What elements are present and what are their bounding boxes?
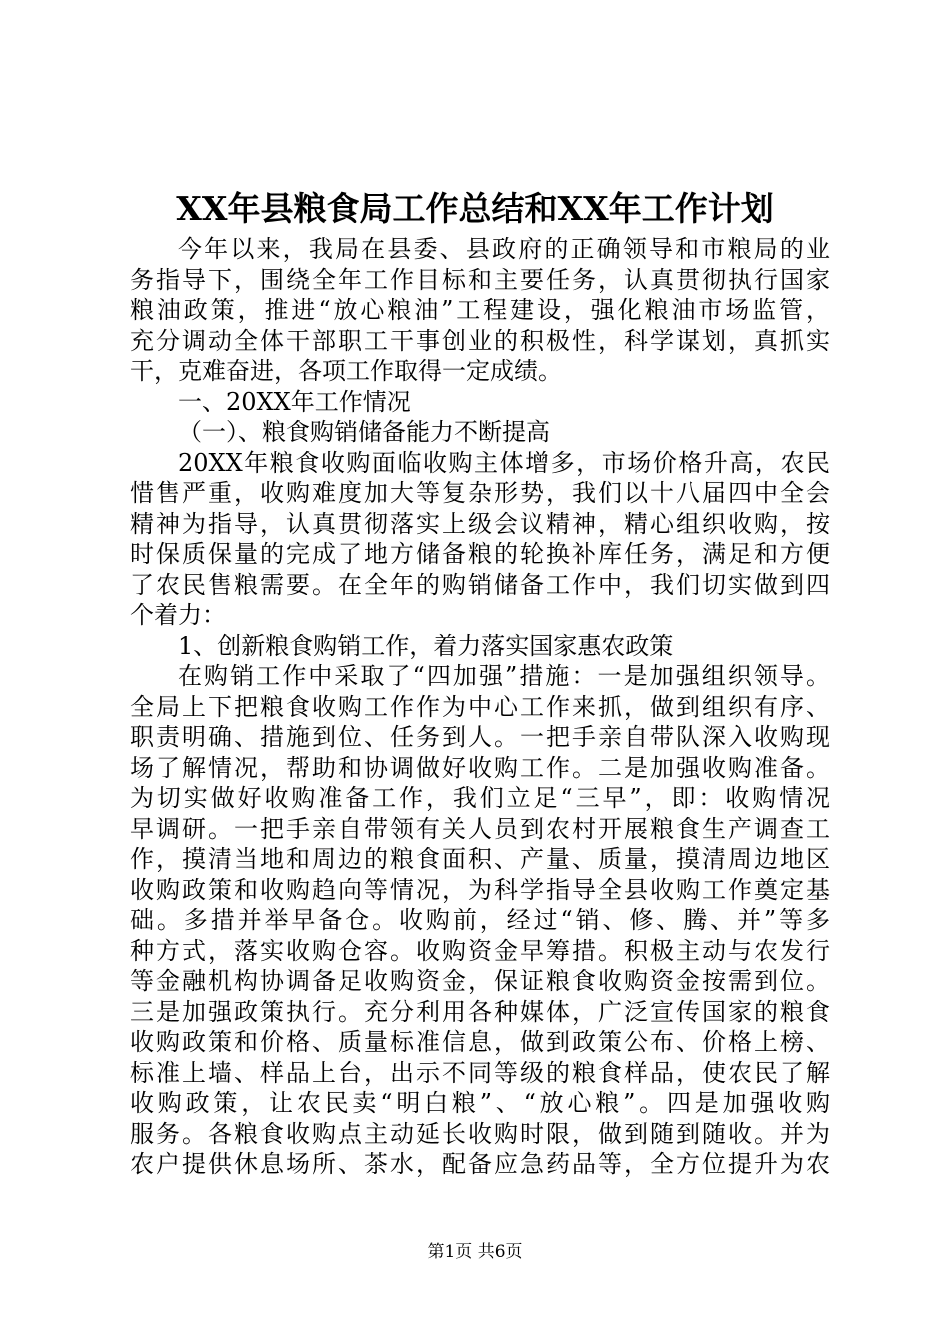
text-line: 时保质保量的完成了地方储备粮的轮换补库任务，满足和方便	[130, 540, 830, 568]
text-line: 惜售严重，收购难度加大等复杂形势，我们以十八届四中全会	[130, 479, 830, 507]
text-line: 个着力：	[130, 601, 226, 629]
text-line: 粮油政策，推进“放心粮油”工程建设，强化粮油市场监管，	[130, 296, 830, 324]
document-body	[130, 234, 830, 1180]
text-line: 种方式，落实收购仓容。收购资金早筹措。积极主动与农发行	[130, 936, 830, 965]
text-line: 三是加强政策执行。充分利用各种媒体，广泛宣传国家的粮食	[130, 997, 830, 1026]
text-line: 场了解情况，帮助和协调做好收购工作。二是加强收购准备。	[130, 753, 830, 782]
text-line: 作，摸清当地和周边的粮食面积、产量、质量，摸清周边地区	[130, 845, 830, 873]
text-line: 农户提供休息场所、茶水，配备应急药品等，全方位提升为农	[130, 1150, 830, 1178]
text-line: 1、创新粮食购销工作，着力落实国家惠农政策	[178, 631, 674, 660]
text-line: 精神为指导，认真贯彻落实上级会议精神，精心组织收购，按	[130, 509, 830, 538]
text-line: 标准上墙、样品上台，出示不同等级的粮食样品，使农民了解	[130, 1058, 830, 1087]
page-footer: 第1页 共6页	[427, 1242, 523, 1262]
text-line: 干，克难奋进，各项工作取得一定成绩。	[130, 357, 562, 385]
document-title: XX年县粮食局工作总结和XX年工作计划	[176, 189, 774, 228]
text-line: 收购政策和收购趋向等情况，为科学指导全县收购工作奠定基	[130, 875, 830, 904]
text-line: 为切实做好收购准备工作，我们立足“三早”，即：收购情况	[130, 784, 830, 812]
text-line: 了农民售粮需要。在全年的购销储备工作中，我们切实做到四	[130, 570, 830, 599]
text-line: 础。多措并举早备仓。收购前，经过“销、修、腾、并”等多	[130, 906, 830, 934]
text-line: 服务。各粮食收购点主动延长收购时限，做到随到随收。并为	[130, 1119, 830, 1148]
text-line: 今年以来，我局在县委、县政府的正确领导和市粮局的业	[178, 235, 830, 263]
text-line: 收购政策，让农民卖“明白粮”、“放心粮”。四是加强收购	[130, 1089, 830, 1117]
text-line: 20XX年粮食收购面临收购主体增多，市场价格升高，农民	[178, 448, 830, 477]
text-line: 收购政策和价格、质量标准信息，做到政策公布、价格上榜、	[130, 1028, 830, 1056]
text-line: 一、20XX年工作情况	[178, 387, 411, 416]
text-line: 充分调动全体干部职工干事创业的积极性，科学谋划，真抓实	[130, 326, 830, 355]
text-line: 在购销工作中采取了“四加强”措施：一是加强组织领导。	[178, 662, 830, 690]
text-line: 等金融机构协调备足收购资金，保证粮食收购资金按需到位。	[130, 967, 830, 995]
text-line: （一）、粮食购销储备能力不断提高	[178, 418, 550, 446]
text-line: 务指导下，围绕全年工作目标和主要任务，认真贯彻执行国家	[130, 265, 830, 294]
text-line: 全局上下把粮食收购工作作为中心工作来抓，做到组织有序、	[130, 692, 830, 721]
text-line: 早调研。一把手亲自带领有关人员到农村开展粮食生产调查工	[130, 814, 830, 843]
text-line: 职责明确、措施到位、任务到人。一把手亲自带队深入收购现	[130, 723, 830, 751]
